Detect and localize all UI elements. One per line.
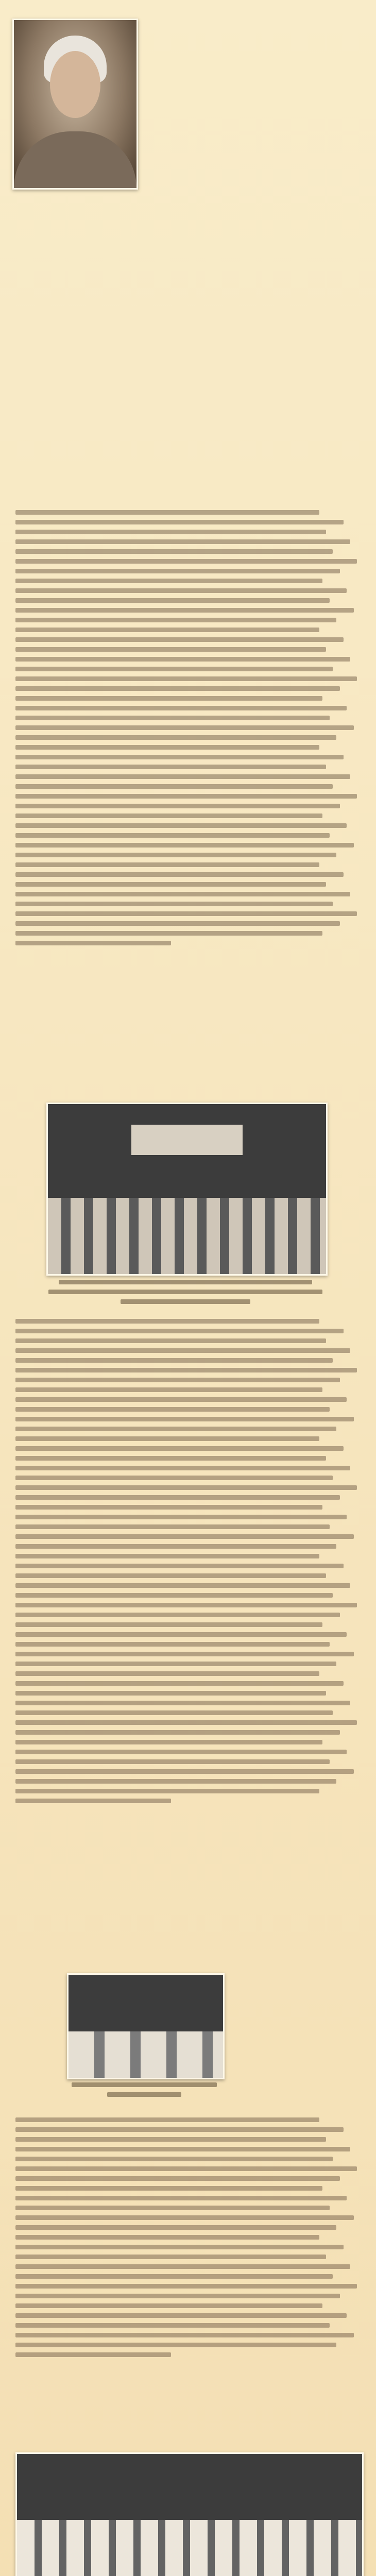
text-line (15, 1681, 344, 1686)
text-line (15, 2147, 350, 2151)
text-line (15, 628, 319, 632)
text-line (15, 1573, 326, 1578)
text-line (15, 1603, 357, 1607)
text-line (15, 1720, 357, 1725)
text-line (15, 1338, 326, 1343)
text-line (15, 2215, 354, 2220)
text-line (15, 1397, 347, 1402)
text-line (15, 921, 340, 926)
text-line (15, 1701, 350, 1705)
text-line (15, 530, 326, 534)
event-photo-1-caption (41, 1280, 330, 1309)
text-line (15, 539, 350, 544)
text-line (15, 2303, 322, 2308)
people-row (69, 2031, 223, 2078)
text-line (15, 1485, 357, 1490)
text-line (15, 774, 350, 779)
text-line (15, 2313, 347, 2318)
text-line (15, 2137, 326, 2142)
text-line (15, 1740, 322, 1744)
text-line (15, 755, 344, 759)
text-line (15, 520, 344, 524)
text-line (15, 1759, 330, 1764)
body-text-3 (15, 2117, 361, 2362)
text-line (15, 2196, 347, 2200)
text-line (15, 843, 354, 848)
text-line (15, 2166, 357, 2171)
text-line (15, 696, 322, 701)
text-line (15, 2127, 344, 2132)
text-line (15, 931, 322, 936)
text-line (15, 2333, 354, 2337)
text-line (15, 1505, 322, 1510)
people-row (17, 2520, 362, 2576)
text-line (15, 1710, 333, 1715)
text-line (15, 2157, 333, 2161)
text-line (15, 1769, 354, 1774)
text-line (15, 637, 344, 642)
text-line (15, 1789, 319, 1793)
text-line (15, 686, 340, 691)
text-line (15, 1436, 319, 1441)
text-line (15, 784, 333, 789)
text-line (15, 1544, 336, 1549)
text-line (15, 1524, 330, 1529)
text-line (15, 1495, 340, 1500)
text-line (15, 1368, 357, 1372)
text-line (15, 549, 333, 554)
text-line (15, 1329, 344, 1333)
text-line (15, 872, 344, 877)
text-line (15, 559, 357, 564)
text-line (48, 1290, 322, 1294)
text-line (15, 814, 322, 818)
text-line (15, 2176, 340, 2181)
text-line (121, 1299, 250, 1304)
text-line (15, 2255, 326, 2259)
body-text-2 (15, 1319, 361, 1808)
text-line (15, 1348, 350, 1353)
text-line (15, 579, 322, 583)
text-line (15, 735, 336, 740)
event-photo-2-caption (62, 2082, 227, 2102)
text-line (15, 853, 336, 857)
text-line (15, 2235, 319, 2240)
text-line (15, 716, 330, 720)
text-line (15, 911, 357, 916)
text-line (15, 1750, 347, 1754)
text-line (15, 1593, 333, 1598)
text-line (15, 2225, 336, 2230)
text-line (15, 2343, 336, 2347)
text-line (72, 2082, 217, 2087)
event-photo-2 (67, 1973, 225, 2079)
text-line (15, 1387, 322, 1392)
text-line (15, 765, 326, 769)
text-line (15, 1642, 330, 1647)
text-line (15, 941, 171, 945)
text-line (59, 1280, 313, 1284)
text-line (15, 510, 319, 515)
event-photo-3 (15, 2452, 364, 2576)
text-line (15, 1779, 336, 1784)
text-line (15, 1662, 336, 1666)
text-line (15, 862, 319, 867)
body-text-1 (15, 510, 361, 951)
text-line (15, 657, 350, 662)
text-line (15, 2264, 350, 2269)
text-line (107, 2092, 181, 2097)
text-line (15, 804, 340, 808)
text-line (15, 1564, 344, 1568)
text-line (15, 2186, 322, 2191)
text-line (15, 1407, 330, 1412)
text-line (15, 725, 354, 730)
text-line (15, 1534, 354, 1539)
text-line (15, 569, 340, 573)
event-photo-1 (46, 1103, 328, 1276)
text-line (15, 1476, 333, 1480)
text-line (15, 598, 330, 603)
text-line (15, 1319, 319, 1324)
stage-backdrop (69, 1975, 223, 2031)
text-line (15, 1358, 333, 1363)
text-line (15, 1583, 350, 1588)
text-line (15, 1632, 347, 1637)
text-line (15, 1730, 340, 1735)
text-line (15, 1691, 326, 1696)
text-line (15, 618, 336, 622)
text-line (15, 1417, 354, 1421)
text-line (15, 1427, 336, 1431)
text-line (15, 1554, 319, 1558)
text-line (15, 882, 326, 887)
text-line (15, 1515, 347, 1519)
text-line (15, 823, 347, 828)
text-line (15, 667, 333, 671)
text-line (15, 2323, 330, 2328)
text-line (15, 2206, 330, 2210)
text-line (15, 2117, 319, 2122)
text-line (15, 588, 347, 593)
text-line (15, 2352, 171, 2357)
text-line (15, 892, 350, 896)
text-line (15, 647, 326, 652)
text-line (15, 1652, 354, 1656)
text-line (15, 1799, 171, 1803)
people-row (48, 1198, 326, 1275)
text-line (15, 1456, 326, 1461)
text-line (15, 2284, 357, 2289)
text-line (15, 745, 319, 750)
text-line (15, 902, 333, 906)
text-line (15, 1446, 344, 1451)
text-line (15, 2294, 340, 2298)
text-line (15, 608, 354, 613)
text-line (15, 2274, 333, 2279)
stage-banner (131, 1125, 243, 1155)
text-line (15, 1378, 340, 1382)
text-line (15, 833, 330, 838)
text-line (15, 1671, 319, 1676)
text-line (15, 706, 347, 710)
author-portrait-photo (12, 19, 138, 190)
text-line (15, 1622, 322, 1627)
text-line (15, 2245, 344, 2249)
text-line (15, 1613, 340, 1617)
text-line (15, 1466, 350, 1470)
text-line (15, 794, 357, 799)
text-line (15, 676, 357, 681)
portrait-shoulders (14, 131, 136, 188)
portrait-face (50, 51, 100, 118)
